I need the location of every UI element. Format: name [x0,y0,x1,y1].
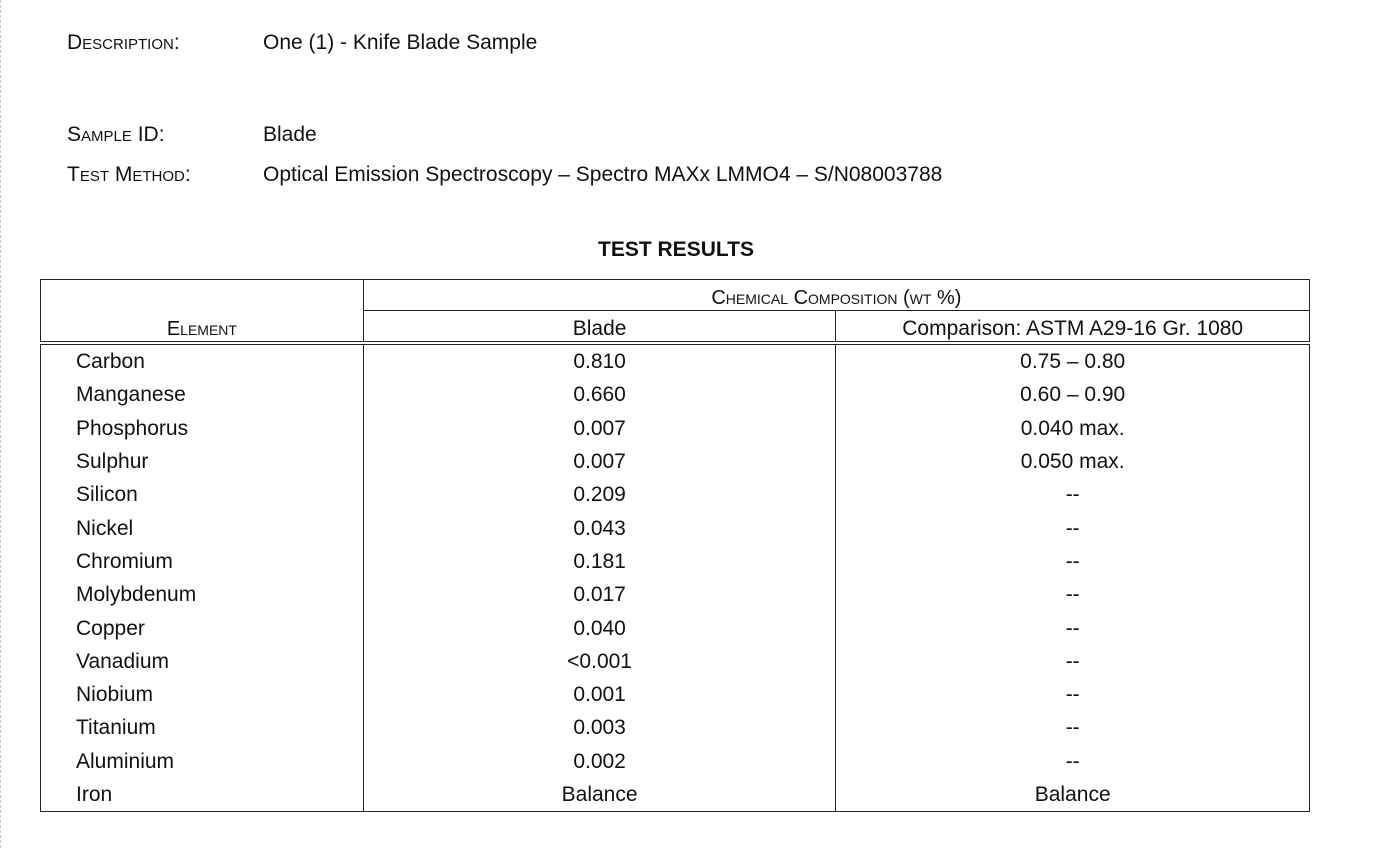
table-row [41,745,1310,778]
comparison-value-cell: 0.040 max. [836,412,1310,445]
chemical-composition-header: Chemical Composition (wt %) [363,280,1309,311]
blade-value-cell: 0.002 [363,745,836,778]
test-results-table [40,279,1310,812]
table-row [41,611,1310,644]
blade-value-cell: <0.001 [363,645,836,678]
comparison-value-cell: 0.75 – 0.80 [836,343,1310,378]
comparison-value-cell: -- [836,578,1310,611]
comparison-column-header: Comparison: ASTM A29-16 Gr. 1080 [836,311,1310,344]
comparison-value-cell: -- [836,511,1310,544]
element-cell: Vanadium [41,645,364,678]
table-row [41,478,1310,511]
table-row [41,578,1310,611]
header-corner [41,280,364,311]
comparison-value-cell: 0.050 max. [836,445,1310,478]
table-row [41,778,1310,812]
element-cell: Carbon [41,343,364,378]
table-row [41,545,1310,578]
table-row [41,445,1310,478]
blade-value-cell: 0.007 [363,445,836,478]
comparison-value-cell: Balance [836,778,1310,812]
test-results-title: TEST RESULTS [598,238,754,261]
test-method-label: Test Method: [67,163,191,186]
element-cell: Silicon [41,478,364,511]
table-row [41,711,1310,744]
element-cell: Nickel [41,511,364,544]
blade-value-cell: 0.003 [363,711,836,744]
comparison-value-cell: -- [836,611,1310,644]
sample-id-value: Blade [263,123,317,146]
sample-id-label: Sample ID: [67,123,165,146]
comparison-value-cell: -- [836,711,1310,744]
element-cell: Manganese [41,378,364,411]
description-value: One (1) - Knife Blade Sample [263,31,538,54]
blade-value-cell: 0.040 [363,611,836,644]
table-row [41,343,1310,378]
blade-value-cell: 0.181 [363,545,836,578]
element-cell: Aluminium [41,745,364,778]
blade-value-cell: 0.209 [363,478,836,511]
blade-value-cell: Balance [363,778,836,812]
comparison-value-cell: 0.60 – 0.90 [836,378,1310,411]
element-cell: Iron [41,778,364,812]
blade-value-cell: 0.043 [363,511,836,544]
comparison-value-cell: -- [836,545,1310,578]
table-row [41,378,1310,411]
element-cell: Sulphur [41,445,364,478]
table-row [41,645,1310,678]
test-method-value: Optical Emission Spectroscopy – Spectro MAXx LMMO4 – S/N08003788 [263,163,943,186]
element-cell: Niobium [41,678,364,711]
results-body [41,343,1310,812]
comparison-value-cell: -- [836,478,1310,511]
table-row [41,412,1310,445]
element-cell: Molybdenum [41,578,364,611]
element-cell: Copper [41,611,364,644]
comparison-value-cell: -- [836,645,1310,678]
blade-value-cell: 0.810 [363,343,836,378]
description-label: Description: [67,31,180,54]
blade-value-cell: 0.001 [363,678,836,711]
element-cell: Phosphorus [41,412,364,445]
table-row [41,511,1310,544]
blade-column-header: Blade [363,311,836,344]
table-row [41,678,1310,711]
blade-value-cell: 0.007 [363,412,836,445]
comparison-value-cell: -- [836,745,1310,778]
element-cell: Chromium [41,545,364,578]
comparison-value-cell: -- [836,678,1310,711]
blade-value-cell: 0.660 [363,378,836,411]
page-edge-marker [0,0,2,848]
element-cell: Titanium [41,711,364,744]
element-column-header: Element [41,311,364,344]
blade-value-cell: 0.017 [363,578,836,611]
